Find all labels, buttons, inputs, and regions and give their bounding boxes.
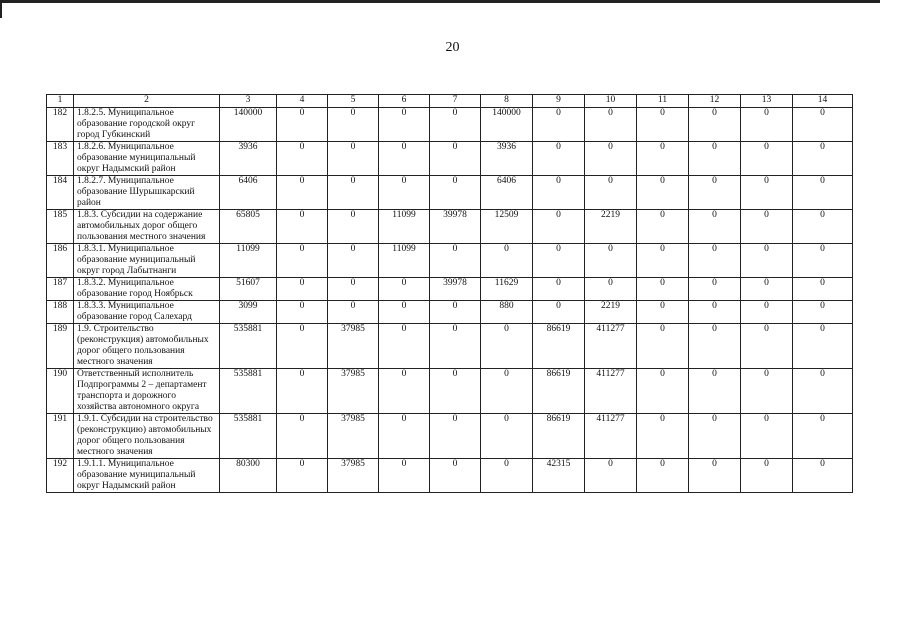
cell-value: 0 — [689, 369, 741, 414]
row-number: 186 — [47, 244, 74, 278]
cell-value: 0 — [277, 301, 328, 324]
cell-value: 37985 — [328, 459, 379, 493]
cell-value: 2219 — [585, 301, 637, 324]
cell-value: 0 — [430, 176, 481, 210]
cell-value: 880 — [481, 301, 533, 324]
cell-value: 0 — [741, 459, 793, 493]
cell-value: 0 — [328, 108, 379, 142]
cell-value: 0 — [277, 108, 328, 142]
cell-value: 535881 — [220, 369, 277, 414]
cell-value: 0 — [741, 176, 793, 210]
cell-value: 11629 — [481, 278, 533, 301]
cell-value: 0 — [585, 459, 637, 493]
cell-value: 0 — [637, 414, 689, 459]
cell-value: 0 — [637, 301, 689, 324]
page-number: 20 — [445, 40, 460, 55]
cell-value: 0 — [533, 108, 585, 142]
row-name: 1.8.2.5. Муниципальное образование городской округ город Губкинский — [74, 108, 220, 142]
cell-value: 0 — [328, 301, 379, 324]
cell-value: 0 — [637, 210, 689, 244]
column-header: 2 — [74, 95, 220, 108]
cell-value: 140000 — [481, 108, 533, 142]
cell-value: 0 — [533, 244, 585, 278]
column-header: 7 — [430, 95, 481, 108]
cell-value: 0 — [793, 324, 853, 369]
cell-value: 0 — [793, 369, 853, 414]
cell-value: 0 — [277, 142, 328, 176]
column-header: 13 — [741, 95, 793, 108]
column-header: 10 — [585, 95, 637, 108]
cell-value: 0 — [277, 459, 328, 493]
cell-value: 0 — [741, 142, 793, 176]
cell-value: 0 — [689, 414, 741, 459]
cell-value: 11099 — [379, 244, 430, 278]
cell-value: 0 — [793, 459, 853, 493]
cell-value: 411277 — [585, 324, 637, 369]
cell-value: 0 — [328, 210, 379, 244]
cell-value: 37985 — [328, 414, 379, 459]
table-row — [47, 324, 853, 369]
cell-value: 0 — [741, 210, 793, 244]
column-header: 12 — [689, 95, 741, 108]
cell-value: 0 — [689, 301, 741, 324]
cell-value: 0 — [585, 142, 637, 176]
cell-value: 0 — [585, 176, 637, 210]
row-number: 189 — [47, 324, 74, 369]
row-name: 1.9. Строительство (реконструкция) автомобильных дорог общего пользования местного значения — [74, 324, 220, 369]
budget-table — [46, 94, 853, 493]
cell-value: 0 — [430, 414, 481, 459]
cell-value: 0 — [741, 244, 793, 278]
cell-value: 12509 — [481, 210, 533, 244]
cell-value: 0 — [481, 369, 533, 414]
row-name: 1.8.3. Субсидии на содержание автомобильных дорог общего пользования местного значения — [74, 210, 220, 244]
row-number: 184 — [47, 176, 74, 210]
row-name: 1.8.2.6. Муниципальное образование муниципальный округ Надымский район — [74, 142, 220, 176]
cell-value: 0 — [430, 459, 481, 493]
cell-value: 0 — [379, 176, 430, 210]
cell-value: 37985 — [328, 369, 379, 414]
column-header: 9 — [533, 95, 585, 108]
cell-value: 0 — [689, 142, 741, 176]
row-number: 185 — [47, 210, 74, 244]
cell-value: 11099 — [220, 244, 277, 278]
cell-value: 86619 — [533, 324, 585, 369]
cell-value: 0 — [277, 244, 328, 278]
cell-value: 0 — [741, 301, 793, 324]
column-header: 3 — [220, 95, 277, 108]
cell-value: 0 — [379, 278, 430, 301]
cell-value: 0 — [793, 210, 853, 244]
cell-value: 0 — [533, 142, 585, 176]
cell-value: 0 — [379, 324, 430, 369]
cell-value: 0 — [793, 278, 853, 301]
cell-value: 0 — [277, 176, 328, 210]
row-number: 191 — [47, 414, 74, 459]
cell-value: 0 — [585, 278, 637, 301]
cell-value: 0 — [741, 278, 793, 301]
table-row — [47, 142, 853, 176]
cell-value: 0 — [689, 210, 741, 244]
cell-value: 0 — [277, 210, 328, 244]
cell-value: 0 — [430, 369, 481, 414]
cell-value: 42315 — [533, 459, 585, 493]
cell-value: 0 — [585, 244, 637, 278]
cell-value: 0 — [277, 369, 328, 414]
cell-value: 37985 — [328, 324, 379, 369]
column-header: 1 — [47, 95, 74, 108]
row-name: 1.9.1. Субсидии на строительство (реконструкцию) автомобильных дорог общего пользования местного значения — [74, 414, 220, 459]
cell-value: 0 — [689, 108, 741, 142]
top-border-line — [0, 0, 880, 3]
cell-value: 0 — [793, 244, 853, 278]
table-row — [47, 369, 853, 414]
row-number: 183 — [47, 142, 74, 176]
column-header: 14 — [793, 95, 853, 108]
table-row — [47, 210, 853, 244]
cell-value: 3099 — [220, 301, 277, 324]
cell-value: 0 — [793, 108, 853, 142]
cell-value: 0 — [379, 459, 430, 493]
column-header: 4 — [277, 95, 328, 108]
table-row — [47, 301, 853, 324]
cell-value: 80300 — [220, 459, 277, 493]
cell-value: 0 — [689, 278, 741, 301]
cell-value: 0 — [689, 459, 741, 493]
cell-value: 0 — [328, 244, 379, 278]
cell-value: 0 — [533, 278, 585, 301]
cell-value: 0 — [481, 414, 533, 459]
cell-value: 6406 — [481, 176, 533, 210]
cell-value: 51607 — [220, 278, 277, 301]
cell-value: 0 — [637, 176, 689, 210]
row-number: 190 — [47, 369, 74, 414]
table-body — [47, 108, 853, 493]
cell-value: 0 — [741, 324, 793, 369]
table-row — [47, 244, 853, 278]
cell-value: 0 — [328, 142, 379, 176]
cell-value: 0 — [379, 108, 430, 142]
budget-table-container — [46, 94, 853, 493]
cell-value: 6406 — [220, 176, 277, 210]
column-header: 8 — [481, 95, 533, 108]
cell-value: 2219 — [585, 210, 637, 244]
cell-value: 0 — [637, 142, 689, 176]
row-name: 1.9.1.1. Муниципальное образование муниципальный округ Надымский район — [74, 459, 220, 493]
table-row — [47, 414, 853, 459]
row-number: 187 — [47, 278, 74, 301]
cell-value: 411277 — [585, 414, 637, 459]
cell-value: 0 — [637, 459, 689, 493]
row-name: 1.8.2.7. Муниципальное образование Шурышкарский район — [74, 176, 220, 210]
row-name: 1.8.3.2. Муниципальное образование город Ноябрьск — [74, 278, 220, 301]
cell-value: 39978 — [430, 210, 481, 244]
cell-value: 39978 — [430, 278, 481, 301]
cell-value: 0 — [533, 176, 585, 210]
cell-value: 0 — [637, 108, 689, 142]
cell-value: 140000 — [220, 108, 277, 142]
cell-value: 0 — [637, 324, 689, 369]
cell-value: 0 — [277, 324, 328, 369]
cell-value: 86619 — [533, 369, 585, 414]
table-row — [47, 278, 853, 301]
row-number: 182 — [47, 108, 74, 142]
cell-value: 0 — [430, 244, 481, 278]
column-header: 11 — [637, 95, 689, 108]
cell-value: 0 — [379, 301, 430, 324]
cell-value: 0 — [585, 108, 637, 142]
row-name: 1.8.3.3. Муниципальное образование город Салехард — [74, 301, 220, 324]
cell-value: 535881 — [220, 324, 277, 369]
row-number: 188 — [47, 301, 74, 324]
row-name: 1.8.3.1. Муниципальное образование муниципальный округ город Лабытнанги — [74, 244, 220, 278]
cell-value: 65805 — [220, 210, 277, 244]
cell-value: 0 — [277, 414, 328, 459]
cell-value: 0 — [793, 142, 853, 176]
cell-value: 3936 — [220, 142, 277, 176]
table-row — [47, 108, 853, 142]
cell-value: 0 — [430, 301, 481, 324]
cell-value: 0 — [689, 244, 741, 278]
cell-value: 0 — [533, 210, 585, 244]
cell-value: 0 — [328, 278, 379, 301]
cell-value: 11099 — [379, 210, 430, 244]
cell-value: 0 — [637, 278, 689, 301]
cell-value: 0 — [533, 301, 585, 324]
cell-value: 0 — [637, 244, 689, 278]
cell-value: 0 — [793, 414, 853, 459]
cell-value: 3936 — [481, 142, 533, 176]
table-header-row — [47, 95, 853, 108]
cell-value: 0 — [481, 324, 533, 369]
row-name: Ответственный исполнитель Подпрограммы 2 – департамент транспорта и дорожного хозяйства автономного округа — [74, 369, 220, 414]
cell-value: 0 — [430, 108, 481, 142]
cell-value: 0 — [379, 414, 430, 459]
cell-value: 0 — [793, 176, 853, 210]
cell-value: 0 — [430, 324, 481, 369]
cell-value: 0 — [637, 369, 689, 414]
column-header: 6 — [379, 95, 430, 108]
cell-value: 0 — [328, 176, 379, 210]
cell-value: 0 — [481, 244, 533, 278]
cell-value: 0 — [741, 369, 793, 414]
cell-value: 0 — [741, 414, 793, 459]
cell-value: 86619 — [533, 414, 585, 459]
cell-value: 411277 — [585, 369, 637, 414]
column-header: 5 — [328, 95, 379, 108]
cell-value: 0 — [689, 176, 741, 210]
cell-value: 0 — [741, 108, 793, 142]
table-row — [47, 459, 853, 493]
cell-value: 0 — [379, 369, 430, 414]
cell-value: 535881 — [220, 414, 277, 459]
row-number: 192 — [47, 459, 74, 493]
cell-value: 0 — [481, 459, 533, 493]
cell-value: 0 — [689, 324, 741, 369]
left-border-mark — [0, 0, 2, 18]
cell-value: 0 — [277, 278, 328, 301]
cell-value: 0 — [379, 142, 430, 176]
table-row — [47, 176, 853, 210]
cell-value: 0 — [430, 142, 481, 176]
cell-value: 0 — [793, 301, 853, 324]
